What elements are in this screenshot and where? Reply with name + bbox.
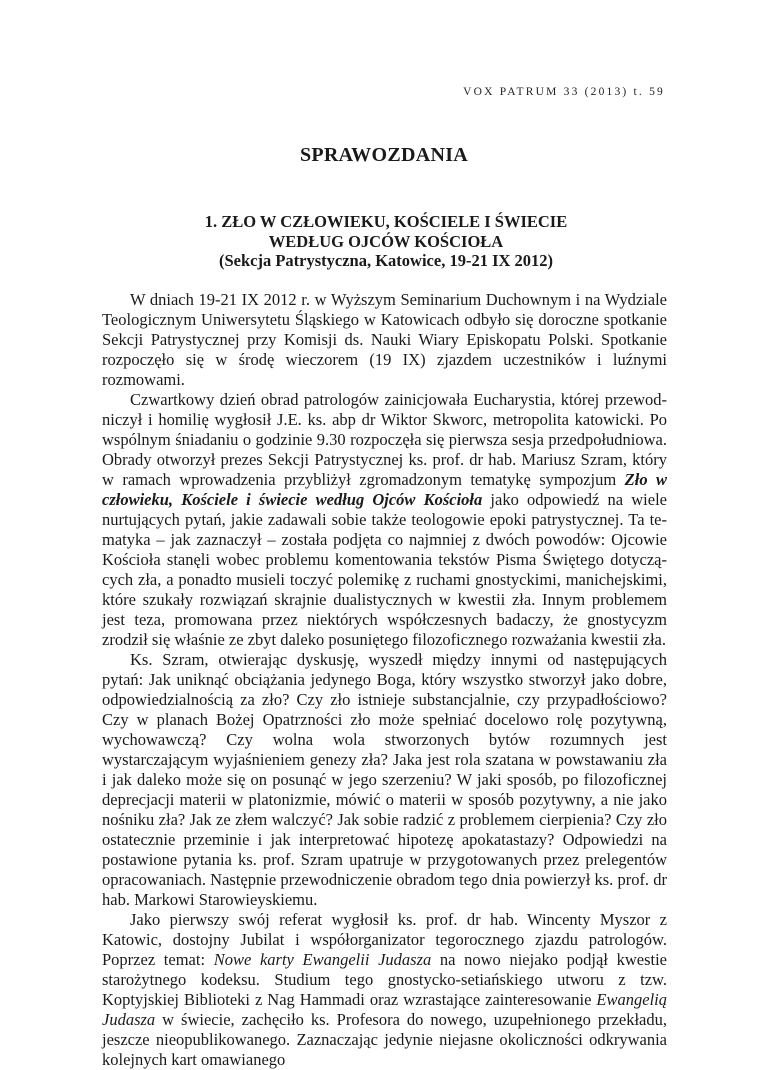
lecture-title: Nowe karty Ewangelii Judasza [213,950,432,969]
section-title: SPRAWOZDANIA [299,144,469,166]
paragraph-4-text-a: Jako pierwszy swój referat wygłosił ks. prof. dr hab. Wincenty Myszor z Katowic, dostojny Jubilat i współorganizator tegorocznego zjazdu patrologów. Poprzez temat: [102,910,667,969]
article-title-line-1: 1. ZŁO W CZŁOWIEKU, KOŚCIELE I ŚWIECIE [204,212,568,231]
paragraph-2-text-b: jako odpowiedź na wiele nurtujących pytań, jakie zadawali sobie także teologowie epoki patrystycznej. Ta tematyka – jak zaznaczył – została podjęta co najmniej z dwóch powodów: Ojcowie Kościoła stanęli wobec problemu komentowania tekstów Pisma Świętego dotyczących zła, a ponadto musieli toczyć polemikę z ruchami gnostyckimi, manichejskimi, które szukały rozwiązań skrajnie dualistycznych w kwestii zła. Innym problemem jest teza, promowana przez niektórych współczesnych badaczy, że gnostycyzm zrodził się właśnie ze zbyt daleko posuniętego filozoficznego rozważania kwestii zła. [102,490,667,649]
paragraph-4-text-c: w świecie, zachęciło ks. Profesora do nowego, uzupełnionego przekładu, jeszcze nieopublikowanego. Zaznaczając jedynie niejasne okoliczności odkrywania kolejnych kart omawianego [102,1010,667,1069]
paragraph-4-text-b: na nowo niejako podjął kwestie starożytnego kodeksu. Studium tego gnostycko-setiańskiego utworu z tzw. Koptyjskiej Biblioteki z Nag Hammadi oraz wzrastające zainteresowanie [102,950,667,1009]
article-title-line-2: WEDŁUG OJCÓW KOŚCIOŁA [268,231,504,251]
gospel-title: Ewangelią Judasza [102,990,667,1029]
symposium-title: Zło w człowieku, Kościele i świecie według Ojców Kościoła [102,470,668,509]
running-head: VOX PATRUM 33 (2013) t. 59 [463,86,665,98]
paragraph-2-text-a: Czwartkowy dzień obrad patrologów zainicjowała Eucharystia, której przewodniczył i homilię wygłosił J.E. ks. abp dr Wiktor Skworc, metropolita katowicki. Po wspólnym śniadaniu o godzinie 9.30 rozpoczęła się pierwsza sesja przedpołudniowa. Obrady otworzył prezes Sekcji Patrystycznej ks. prof. dr hab. Mariusz Szram, który w ramach wprowadzenia przybliżył zgromadzonym tematykę sympozjum [102,390,667,489]
paragraph-2 [102,390,667,650]
paragraph-3: Ks. Szram, otwierając dyskusję, wyszedł między innymi od następujących pytań: Jak uniknąć obciążania jedynego Boga, który wszystko stworzył jako dobre, odpowiedzialnością za zło? Czy zło istnieje substancjalnie, czy przypadłościowo? Czy w planach Bożej Opatrzności zło może spełniać docelowo rolę pozytywną, wychowawczą? Czy wolna wola stworzonych bytów rozumnych jest wystarczającym wyjaśnieniem genezy zła? Jaka jest rola szatana w powstawaniu zła i jak daleko może się on posunąć w jego szerzeniu? W jaki sposób, po filozoficznej deprecjacji materii w platonizmie, mówić o materii w sposób pozytywny, a nie jako nośniku zła? Jak ze złem walczyć? Jak sobie radzić z problemem cierpienia? Czy zło ostatecznie przeminie i jak interpretować hipotezę apokatastazy? Odpowiedzi na postawione pytania ks. prof. Szram upatruje w przygotowanych przez prelegentów opracowaniach. Następnie przewodniczenie obradom tego dnia powierzył ks. prof. dr hab. Markowi Starowieyskiemu. [102,650,667,909]
paragraph-4 [102,910,667,1070]
article-title [116,212,656,271]
paragraph-1: W dniach 19-21 IX 2012 r. w Wyższym Seminarium Duchownym i na Wydziale Teologicznym Uniwersytetu Śląskiego w Katowicach odbyło się doroczne spotkanie Sekcji Patrystycznej przy Komisji ds. Nauki Wiary Episkopatu Polski. Spotkanie rozpoczęło się w środę wieczorem (19 IX) zjazdem uczestników i luźnymi rozmowami. [102,290,667,389]
article-title-line-3: (Sekcja Patrystyczna, Katowice, 19-21 IX 2012) [218,251,554,270]
report-body [102,290,667,1070]
